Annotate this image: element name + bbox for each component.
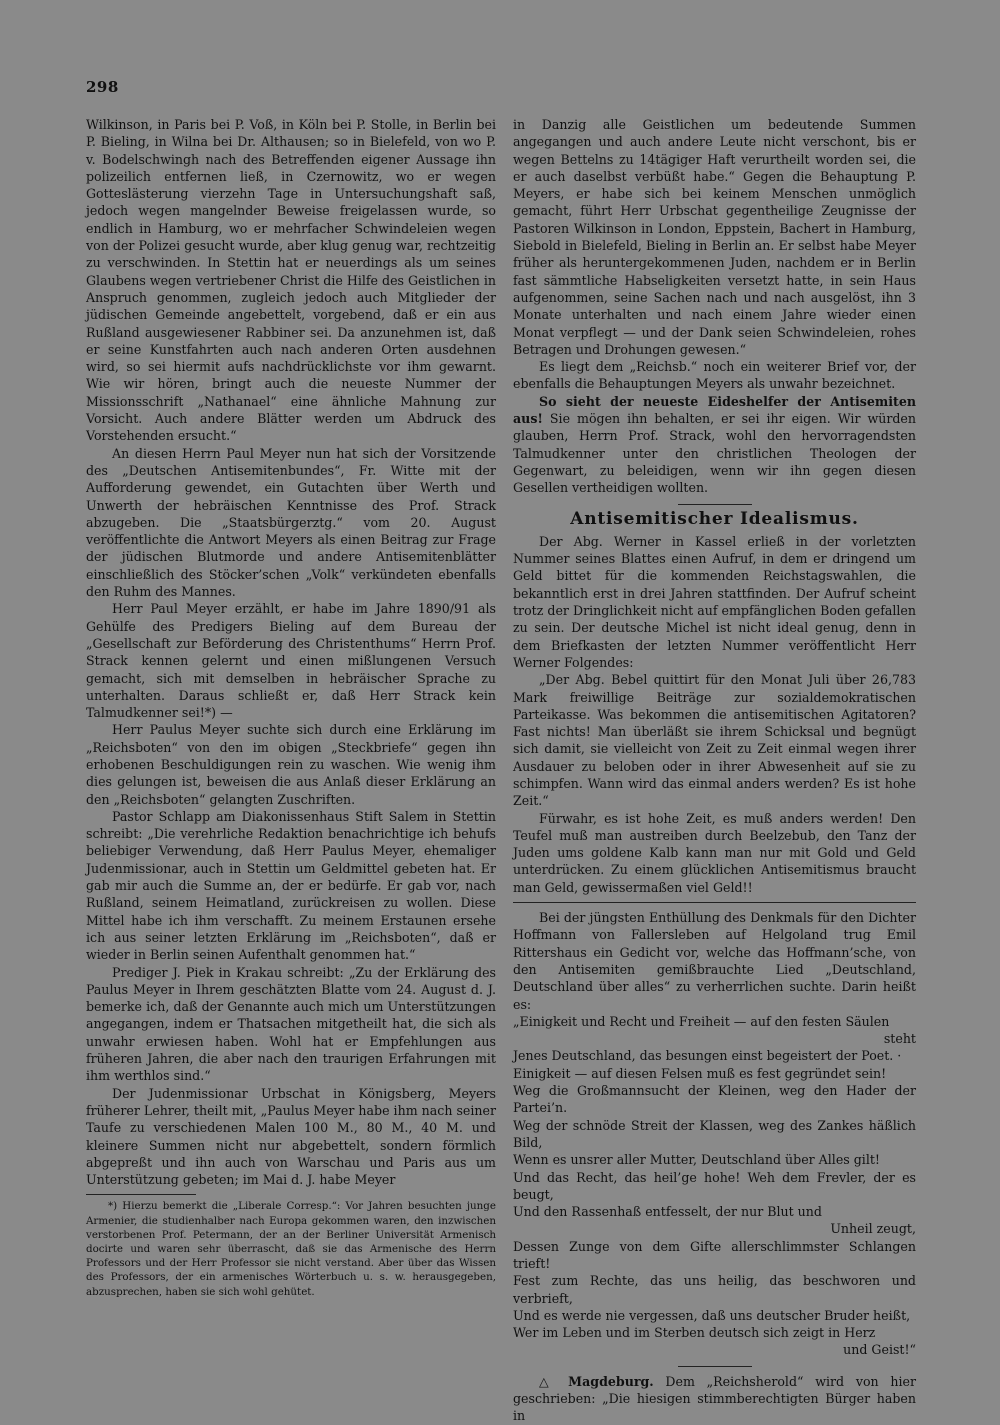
footnote-text: *) Hierzu bemerkt die „Liberale Corresp.“: Vor Jahren besuchten junge Armenier, die studienhalber nach Europa gekommen waren, den inzwischen verstorbenen Prof. Petermann, der an der Berliner Universität Armenisch docirte und waren sehr überrascht, daß sie das Armenische des Herrn Professors und der Herr Professor sie nicht verstand. Aber über das Wissen des Professors, der ein armenisches Wörterbuch u. s. w. herausgegeben, abzusprechen, haben sie sich wohl gehütet. — [86, 1200, 496, 1298]
paragraph: An diesen Herrn Paul Meyer nun hat sich der Vorsitzende des „Deutschen Antisemitenbundes“, Fr. Witte mit der Aufforderung gewendet, ein Gutachten über Werth und Unwerth der hebräischen Kenntnisse des Prof. Strack abzugeben. Die „Staatsbürgerztg.“ vom 20. August veröffentlichte die Antwort Meyers als einen Beitrag zur Frage der jüdischen Blutmorde und andere Antisemitenblätter einschließlich des Stöcker’schen „Volk“ verkündeten ebenfalls den Ruhm des Mannes. — [86, 445, 496, 600]
eideshelfer-headline: So sieht der neueste Eideshelfer der Antisemiten aus! — [513, 393, 916, 427]
paragraph: Der Abg. Werner in Kassel erließ in der vorletzten Nummer seines Blattes einen Aufruf, in dem er dringend um Geld bittet für die kommenden Reichstagswahlen, die bekanntlich erst in drei Jahren stattfinden. Der Aufruf scheint trotz der Dringlichkeit nicht auf empfänglichen Boden gefallen zu sein. Der deutsche Michel ist nicht ideal genug, denn in dem Briefkasten der letzten Nummer veröffentlicht Herr Werner Folgendes: — [513, 533, 916, 670]
poem-line: „Einigkeit und Recht und Freiheit — auf den festen Säulen — [513, 1013, 890, 1029]
poem-line: Fest zum Rechte, das uns heilig, das beschworen und verbrieft, — [513, 1273, 916, 1306]
triangle-icon: △ — [539, 1373, 557, 1389]
poem-line: Dessen Zunge von dem Gifte allerschlimmster Schlangen trieft! — [513, 1238, 916, 1271]
paragraph — [513, 1373, 916, 1425]
paragraph: Prediger J. Piek in Krakau schreibt: „Zu der Erklärung des Paulus Meyer in Ihrem geschätzten Blatte vom 24. August d. J. bemerke ich, daß der Genannte auch mich um Unterstützungen angegangen, indem er Thatsachen mitgetheilt hat, die sich als unwahr erwiesen haben. Wohl hat er Empfehlungen aus früheren Jahren, die aber nach den traurigen Erfahrungen mit ihm werthlos sind.“ — [86, 964, 496, 1084]
poem — [513, 1013, 916, 1359]
poem-line: Weg die Großmannsucht der Kleinen, weg den Hader der Partei’n. — [513, 1083, 916, 1116]
quote-paragraph: „Der Abg. Bebel quittirt für den Monat Juli über 26,783 Mark freiwillige Beiträge zur sozialdemokratischen Parteikasse. Was bekommen die antisemitischen Agitatoren? Fast nichts! Man überläßt sie ihrem Schicksal und begnügt sich damit, sie vielleicht von Zeit zu Zeit einmal wegen ihrer Ausdauer zu beloben oder in ihrer Abwesenheit auf sie zu schimpfen. Wann wird das einmal anders werden? Es ist hohe Zeit.“ — [513, 672, 916, 809]
paragraph: Herr Paul Meyer erzählt, er habe im Jahre 1890/91 als Gehülfe des Predigers Bieling auf dem Bureau der „Gesellschaft zur Beförderung des Christenthums“ Herrn Prof. Strack kennen gelernt und einen mißlungenen Versuch gemacht, sich mit demselben in hebräischer Sprache zu unterhalten. Daraus schließt er, daß Herr Strack kein Talmudkenner sei!*) — — [86, 601, 496, 721]
right-column — [513, 116, 916, 1425]
page-number: 298 — [86, 78, 119, 96]
left-column — [86, 116, 496, 1299]
poem-line: Wer im Leben und im Sterben deutsch sich zeigt in Herz — [513, 1325, 876, 1341]
magdeburg-text: Dem „Reichsherold“ wird von hier geschrieben: „Die hiesigen stimmberechtigten Bürger haben in — [513, 1373, 916, 1424]
poem-line: Und den Rassenhaß entfesselt, der nur Blut und — [513, 1204, 822, 1220]
paragraph: in Danzig alle Geistlichen um bedeutende Summen angegangen und auch andere Leute nicht verschont, bis er wegen Bettelns zu 14tägiger Haft verurtheilt worden sei, die er auch daselbst verbüßt habe.“ Gegen die Behauptung P. Meyers, er habe sich bei keinem Menschen unmöglich gemacht, führt Herr Urbschat gegentheilige Zeugnisse der Pastoren Wilkinson in London, Eppstein, Bachert in Hamburg, Siebold in Bielefeld, Bieling in Berlin an. Er selbst habe Meyer früher als heruntergekommenen Juden, nachdem er in Berlin fast sämmtliche Habseligkeiten versetzt hatte, in sein Haus aufgenommen, seine Sachen nach und nach ausgelöst, ihn 3 Monate unterhalten und nach einem Jahre wieder einen Monat verpflegt — und der Dank seien Schwindeleien, rohes Betragen und Drohungen gewesen.“ — [513, 117, 916, 357]
footnote — [86, 1199, 496, 1298]
poem-line: Und das Recht, das heil’ge hohe! Weh dem Frevler, der es beugt, — [513, 1169, 916, 1202]
poem-line: Weg der schnöde Streit der Klassen, weg des Zankes häßlich Bild, — [513, 1117, 916, 1150]
article-divider — [513, 902, 916, 903]
poem-line: Einigkeit — auf diesen Felsen muß es fest gegründet sein! — [513, 1065, 887, 1081]
section-title: Antisemitischer Idealismus. — [570, 508, 859, 529]
paragraph: Es liegt dem „Reichsb.“ noch ein weiterer Brief vor, der ebenfalls die Behauptungen Meyers als unwahr bezeichnet. — [513, 359, 916, 392]
paragraph: Pastor Schlapp am Diakonissenhaus Stift Salem in Stettin schreibt: „Die verehrliche Redaktion benachrichtige ich behufs beliebiger Verwendung, daß Herr Paulus Meyer, ehemaliger Judenmissionar, auch in Stettin um Geldmittel gebeten hat. Er gab mir auch die Summe an, der er bedürfe. Er gab vor, nach Rußland, seinem Heimatland, zurückreisen zu wollen. Diese Mittel habe ich ihm verschafft. Zu meinem Erstaunen ersehe ich aus seiner letzten Erklärung im „Reichsboten“, daß er wieder in Berlin seinen Aufenthalt genommen hat.“ — [86, 808, 496, 963]
poem-line: Jenes Deutschland, das besungen einst begeistert der Poet. · — [513, 1048, 902, 1064]
poem-line: und Geist!“ — [843, 1342, 916, 1358]
eideshelfer-text: Sie mögen ihn behalten, er sei ihr eigen. Wir würden glauben, Herrn Prof. Strack, wohl den hervorragendsten Talmudkenner unter den christlichen Theologen der Gegenwart, zu beleidigen, wenn wir ihn gegen diesen Gesellen vertheidigen wollten. — [513, 411, 916, 496]
paragraph: Fürwahr, es ist hohe Zeit, es muß anders werden! Den Teufel muß man austreiben durch Beelzebub, den Tanz der Juden ums goldene Kalb kann man nur mit Gold und Geld unterdrücken. Zu einem glücklichen Antisemitismus braucht man Geld, gewissermaßen viel Geld!! — [513, 810, 916, 895]
poem-line: Wenn es unsrer aller Mutter, Deutschland über Alles gilt! — [513, 1152, 880, 1168]
paragraph: Bei der jüngsten Enthüllung des Denkmals für den Dichter Hoffmann von Fallersleben auf Helgoland trug Emil Rittershaus ein Gedicht vor, welche das Hoffmann’sche, von den Antisemiten gemißbrauchte Lied „Deutschland, Deutschland über alles“ zu verherrlichen suchte. Darin heißt es: — [513, 910, 916, 1012]
paragraph: Wilkinson, in Paris bei P. Voß, in Köln bei P. Stolle, in Berlin bei P. Bieling, in Wilna bei Dr. Althausen; so in Bielefeld, von wo P. v. Bodelschwingh nach des Betreffenden eigener Aussage ihn polizeilich entfernen ließ, in Czernowitz, wo er wegen Gotteslästerung vierzehn Tage in Untersuchungshaft saß, jedoch wegen mangelnder Beweise freigelassen wurde, so endlich in Hamburg, wo er mehrfacher Schwindeleien wegen von der Polizei gesucht wurde, aber klug genug war, rechtzeitig zu verschwinden. In Stettin hat er neuerdings als um seines Glaubens wegen vertriebener Christ die Hilfe des Geistlichen in Anspruch genommen, zugleich jedoch auch Mitglieder der jüdischen Gemeinde angebettelt, vorgebend, daß er ein aus Rußland ausgewiesener Rabbiner sei. Da anzunehmen ist, daß er seine Kunstfahrten auch nach anderen Orten ausdehnen wird, so sei hiermit aufs nachdrücklichste vor ihm gewarnt. Wie wir hören, bringt auch die neueste Nummer der Missionsschrift „Nathanael“ eine ähnliche Mahnung zur Vorsicht. Auch andere Blätter werden um Abdruck des Vorstehenden ersucht.“ — [86, 117, 496, 444]
footnote-divider — [86, 1194, 196, 1195]
poem-line: Und es werde nie vergessen, daß uns deutscher Bruder heißt, — [513, 1307, 911, 1323]
magdeburg-headline: Magdeburg. — [568, 1373, 654, 1389]
paragraph: Der Judenmissionar Urbschat in Königsberg, Meyers früherer Lehrer, theilt mit, „Paulus Meyer habe ihm nach seiner Taufe zu verschiedenen Malen 100 M., 80 M., 40 M. und kleinere Summen nicht nur abgebettelt, sondern förmlich abgepreßt und ihn auch von Warschau und Paris aus um Unterstützung gebeten; im Mai d. J. habe Meyer — [86, 1085, 496, 1188]
poem-line: Unheil zeugt, — [830, 1221, 916, 1237]
poem-line: steht — [883, 1031, 916, 1047]
section-divider — [678, 1366, 752, 1367]
section-divider — [678, 504, 752, 505]
paragraph: Herr Paulus Meyer suchte sich durch eine Erklärung im „Reichsboten“ von den im obigen „Steckbriefe“ gegen ihn erhobenen Beschuldigungen rein zu waschen. Wie wenig ihm dies gelungen ist, beweisen die aus Anlaß dieser Erklärung an den „Reichsboten“ gelangten Zuschriften. — [86, 722, 496, 807]
paragraph — [513, 393, 916, 497]
